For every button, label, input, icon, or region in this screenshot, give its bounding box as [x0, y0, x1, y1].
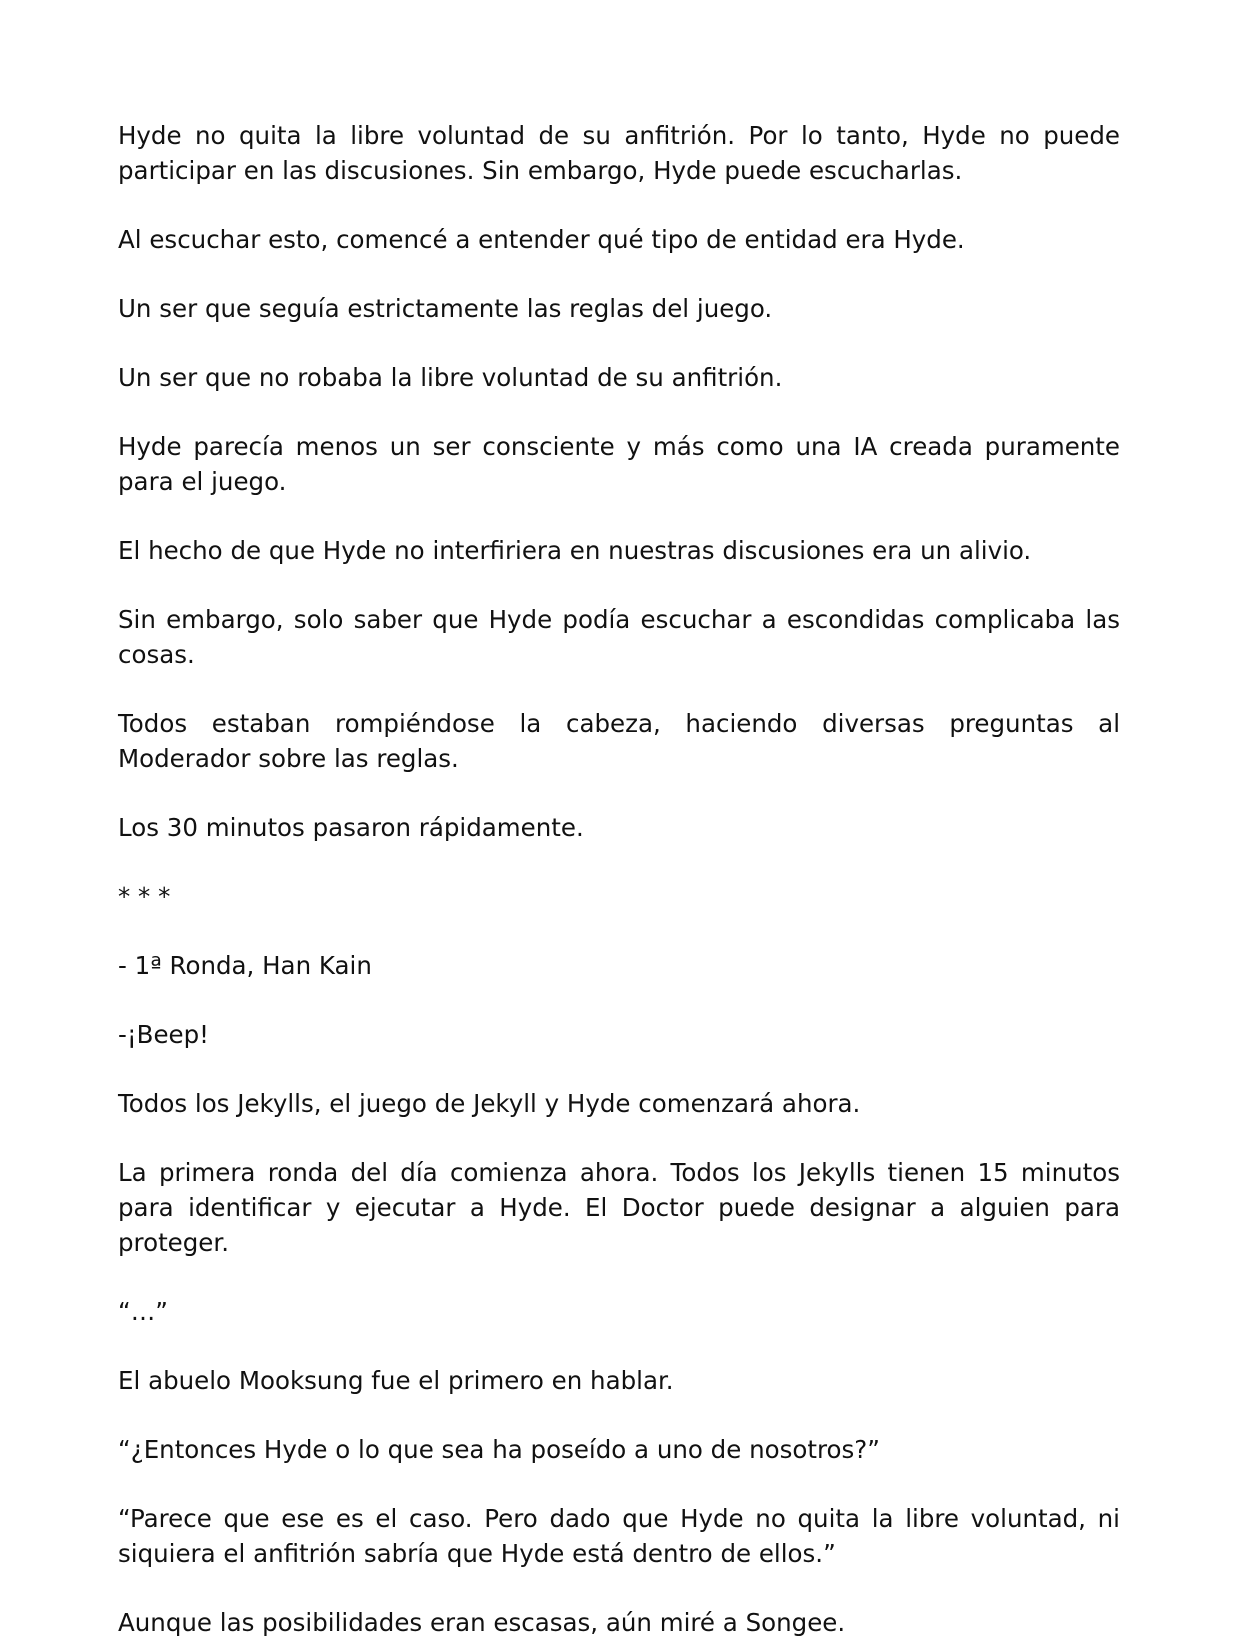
section-separator: * * * [118, 882, 171, 911]
paragraph-12: -¡Beep! [118, 1020, 209, 1049]
paragraph-17: “¿Entonces Hyde o lo que sea ha poseído a uno de nosotros?” [118, 1435, 880, 1464]
paragraph-18: “Parece que ese es el caso. Pero dado que Hyde no quita la libre voluntad, ni siquiera el anfitrión sabría que Hyde está dentro de ellos.” [118, 1504, 1120, 1568]
paragraph-13: Todos los Jekylls, el juego de Jekyll y Hyde comenzará ahora. [118, 1089, 861, 1118]
paragraph-9: Los 30 minutos pasaron rápidamente. [118, 813, 584, 842]
paragraph-19: Aunque las posibilidades eran escasas, aún miré a Songee. [118, 1608, 846, 1637]
paragraph-2: Al escuchar esto, comencé a entender qué tipo de entidad era Hyde. [118, 225, 965, 254]
paragraph-5: Hyde parecía menos un ser consciente y más como una IA creada puramente para el juego. [118, 432, 1120, 496]
text-column [118, 118, 1120, 1640]
paragraph-4: Un ser que no robaba la libre voluntad de su anfitrión. [118, 363, 783, 392]
paragraph-3: Un ser que seguía estrictamente las reglas del juego. [118, 294, 773, 323]
paragraph-6: El hecho de que Hyde no interfiriera en nuestras discusiones era un alivio. [118, 536, 1032, 565]
paragraph-15: “…” [118, 1297, 168, 1326]
paragraph-14: La primera ronda del día comienza ahora. Todos los Jekylls tienen 15 minutos para identificar y ejecutar a Hyde. El Doctor puede designar a alguien para proteger. [118, 1158, 1120, 1257]
chapter-heading: - 1ª Ronda, Han Kain [118, 951, 372, 980]
paragraph-7: Sin embargo, solo saber que Hyde podía escuchar a escondidas complicaba las cosas. [118, 605, 1120, 669]
paragraph-16: El abuelo Mooksung fue el primero en hablar. [118, 1366, 674, 1395]
paragraph-8: Todos estaban rompiéndose la cabeza, haciendo diversas preguntas al Moderador sobre las reglas. [118, 709, 1120, 773]
paragraph-1: Hyde no quita la libre voluntad de su anfitrión. Por lo tanto, Hyde no puede participar en las discusiones. Sin embargo, Hyde puede escucharlas. [118, 121, 1120, 185]
